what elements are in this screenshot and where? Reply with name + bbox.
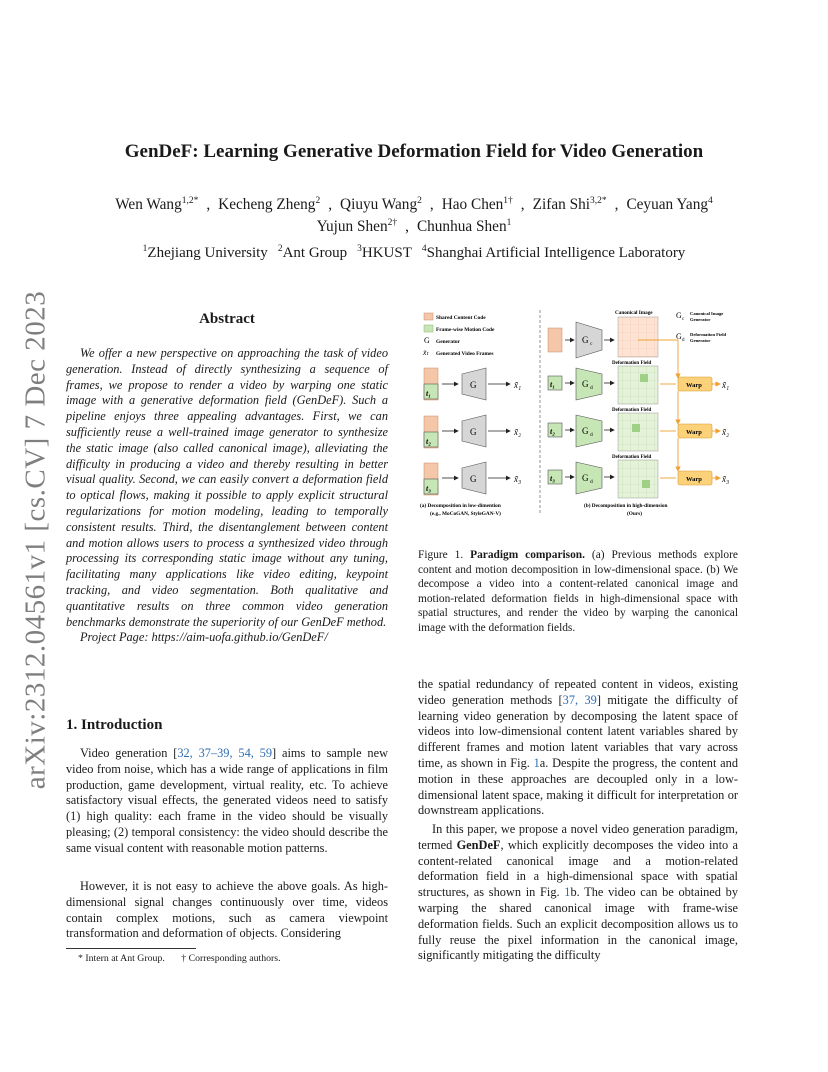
method-name: GenDeF: [456, 837, 501, 852]
canonical-image-label: Canonical Image: [615, 310, 653, 316]
svg-text:G: G: [582, 335, 589, 345]
svg-text:Deformation Field: Deformation Field: [612, 361, 652, 366]
arxiv-id-text: arXiv:2312.04561v1 [cs.CV] 7 Dec 2023: [19, 290, 52, 790]
legend-generator: Generator: [436, 339, 460, 345]
author-name: [218, 196, 320, 213]
affiliation: $^1$Zhejiang University: [142, 244, 268, 261]
project-page-link[interactable]: Project Page: https://aim-uofa.github.io/GenDeF/: [80, 630, 328, 645]
author-name: [317, 218, 397, 235]
author-text: Ceyuan Yang: [626, 196, 709, 214]
svg-text:x̃₃: x̃₃: [722, 474, 730, 484]
figure-reference-link[interactable]: 1: [533, 755, 540, 770]
intro-paragraph-1: [66, 746, 388, 857]
author-affiliation-mark: 1,2*: [181, 196, 199, 206]
svg-text:d: d: [590, 385, 593, 391]
svg-text:x̃₃: x̃₃: [514, 474, 522, 484]
canonical-generator: [576, 322, 602, 358]
left-row-1: [424, 368, 521, 400]
svg-text:G: G: [470, 474, 477, 484]
svg-text:d: d: [590, 479, 593, 485]
text-run: ] mitigate the difficulty of learning video generation by decomposing the latent space of videos into low-dimensional content latent variables shared by different frames and motion latent variables that vary across time, as shown in Fig.: [418, 692, 739, 770]
legend-video-frames: Generated Video Frames: [436, 351, 494, 357]
right-content-code: [548, 328, 562, 352]
svg-text:Deformation Field: Deformation Field: [690, 332, 727, 337]
svg-text:d: d: [682, 338, 685, 343]
caption-b: (b) Decomposition in high-dimension: [584, 503, 668, 509]
motion-code-swatch: [424, 325, 433, 332]
figure-paradigm-comparison: [414, 300, 744, 530]
footnote-corresponding: † Corresponding authors.: [181, 953, 281, 964]
svg-text:G: G: [470, 380, 477, 390]
svg-text:Deformation Field: Deformation Field: [612, 455, 652, 460]
paper-title: GenDeF: Learning Generative Deformation Field for Video Generation: [124, 141, 704, 162]
footnote-intern: * Intern at Ant Group.: [78, 953, 165, 964]
gc-symbol: G: [676, 311, 682, 320]
svg-text:t₁: t₁: [426, 389, 432, 398]
abstract-text: We offer a new perspective on approaching the task of video generation. Instead of directly synthesizing a sequence of frames, we propose to render a video by warping one static image with a generative deformation field (GenDeF). Such a pipeline enjoys three appealing advantages. First, we can sufficiently reuse a well-trained image generator to synthesize the static image (also called canonical image), alleviating the difficulty in producing a video and thereby resulting in better visual quality. Second, we can easily convert a deformation field to optical flows, making it possible to apply explicit structural regularizations for motion modeling, leading to temporally consistent results. Third, the disentanglement between content and motion allows users to process a synthesized video through processing its corresponding static image without any tuning, facilitating many applications like video editing, keypoint tracking, and video segmentation. Both qualitative and quantitative results on three common video generation benchmarks demonstrate the superiority of our GenDeF method.: [66, 346, 388, 629]
body-paragraph-right-1: [418, 677, 738, 819]
caption-a: (a) Decomposition in low-dimention: [420, 503, 501, 509]
author-affiliation-mark: 3,2*: [589, 196, 607, 206]
svg-text:Deformation Field: Deformation Field: [612, 408, 652, 413]
svg-text:G: G: [582, 379, 589, 389]
svg-text:d: d: [590, 432, 593, 438]
authors-line-1: Wen Wang$^{1,2*}$ , Kecheng Zheng$^2$ , Qiuyu Wang$^2$ , Hao Chen$^{1\dagger}$ , Zifan Shi$^{3,2*}$ , Ceyuan Yang$^4$: [115, 196, 713, 214]
svg-text:t₃: t₃: [550, 474, 556, 483]
left-row-3: [424, 462, 521, 495]
author-text: Yujun Shen: [316, 218, 388, 236]
svg-text:Warp: Warp: [686, 476, 702, 483]
author-affiliation-mark: 2: [315, 196, 321, 206]
left-row-2: [424, 415, 521, 448]
svg-text:x̃₁: x̃₁: [722, 380, 730, 390]
affiliations: [60, 244, 768, 262]
text-run: b. The video can be obtained by warping the shared canonical image with frame-wise deformation fields. Such an explicit decomposition allows us to fully reuse the pixel information in the canonical image, significantly mitigating the difficulty: [418, 885, 738, 963]
footnote-divider: [66, 948, 196, 949]
footnotes: [78, 953, 295, 964]
intro-paragraph-2: However, it is not easy to achieve the above goals. As high-dimensional signal changes continuously over time, videos contain complex motions, such as camera viewpoint transformation and deformation of objects. Considering: [66, 879, 388, 941]
caption-b-2: (Ours): [627, 511, 643, 517]
svg-text:G: G: [582, 426, 589, 436]
canonical-image: [618, 317, 658, 357]
citation-link[interactable]: 32, 37–39, 54, 59: [177, 746, 273, 760]
svg-text:G: G: [470, 427, 477, 437]
svg-text:Canonical Image: Canonical Image: [690, 311, 724, 316]
abstract-heading: Abstract: [199, 311, 255, 327]
svg-text:x̃₂: x̃₂: [722, 427, 730, 437]
svg-text:x̃₂: x̃₂: [514, 427, 522, 437]
figure-caption: [418, 548, 738, 636]
svg-text:Warp: Warp: [686, 382, 702, 389]
affiliation: $^3$HKUST: [357, 244, 412, 261]
author-text: Wen Wang: [115, 196, 182, 214]
legend-x-symbol: x̃ₜ: [423, 348, 429, 357]
author-text: Qiuyu Wang: [340, 196, 418, 214]
author-affiliation-mark: 1: [506, 218, 512, 228]
author-name: [340, 196, 422, 213]
author-text: Chunhua Shen: [416, 218, 507, 236]
abstract-section: [66, 346, 388, 646]
svg-text:t₂: t₂: [426, 437, 432, 446]
text-run: In this paper, we propose a novel video generation paradigm, termed: [418, 822, 738, 852]
svg-text:G: G: [582, 473, 589, 483]
legend-motion-code: Frame-wise Motion Code: [436, 327, 495, 333]
author-text: Zifan Shi: [532, 196, 590, 214]
author-text: Hao Chen: [441, 196, 504, 214]
author-name: [626, 196, 712, 213]
affiliation: $^2$Ant Group: [277, 244, 348, 261]
authors-line-2: Yujun Shen$^{2\dagger}$ , Chunhua Shen$^1$: [316, 218, 512, 236]
figure-caption-text: (a) Previous methods explore content and motion decomposition in low-dimensional space. (b) We decompose a video into a content-related canonical image and motion-related deformation fields in high-dimensional space with spatial structures, and render the video by warping the canonical image with the deformation fields.: [418, 549, 738, 634]
figure-label: Figure 1.: [418, 549, 464, 561]
figure-caption-title: Paradigm comparison.: [470, 549, 585, 561]
author-affiliation-mark: 2†: [387, 218, 398, 228]
svg-text:c: c: [682, 317, 685, 322]
citation-link[interactable]: 37, 39: [562, 692, 597, 707]
caption-a-2: (e.g., MoCoGAN, StyleGAN-V): [430, 511, 501, 517]
author-affiliation-mark: 4: [708, 196, 713, 206]
author-name: [115, 196, 198, 213]
body-paragraph-right-2: [418, 822, 738, 964]
arxiv-identifier: [0, 0, 60, 1072]
svg-text:Warp: Warp: [686, 429, 702, 436]
author-affiliation-mark: 2: [417, 196, 422, 206]
svg-text:t₃: t₃: [426, 484, 432, 493]
author-name: [442, 196, 513, 213]
figure-reference-link[interactable]: 1: [564, 885, 571, 900]
svg-text:Generator: Generator: [690, 338, 711, 343]
text-run: ] aims to sample new video from noise, which has a wide range of applications in film production, game development, virtual reality, etc. To achieve satisfactory visual effects, the generated videos need to satisfy (1) high quality: each frame in the video should be visually pleasing; (2) temporal consistency: the video should describe the same visual content with reasonable motion patterns.: [66, 746, 388, 855]
author-text: Kecheng Zheng: [218, 196, 316, 214]
svg-text:Generator: Generator: [690, 317, 711, 322]
author-name: [533, 196, 607, 213]
legend-g-symbol: G: [424, 336, 430, 345]
author-affiliation-mark: 1†: [503, 196, 513, 206]
svg-text:t₁: t₁: [550, 380, 556, 389]
svg-text:x̃₁: x̃₁: [514, 380, 522, 390]
legend-content-code: Shared Content Code: [436, 315, 486, 321]
svg-text:t₂: t₂: [550, 427, 556, 436]
svg-text:c: c: [590, 341, 593, 347]
text-run: , which explicitly decomposes the video into a content-related canonical image and a motion-related deformation field in a high-dimensional space with spatial structures, as shown in Fig.: [418, 837, 738, 900]
text-run: a. Despite the progress, the content and motion in these approaches are decoupled only in a low-dimensional latent space, making it difficult for interpretation or downstream applications.: [418, 755, 739, 818]
author-name: [417, 218, 511, 235]
affiliation: $^4$Shanghai Artificial Intelligence Laboratory: [421, 244, 686, 261]
gd-symbol: G: [676, 332, 682, 341]
section-heading-introduction: 1. Introduction: [66, 717, 163, 733]
content-code-swatch: [424, 313, 433, 320]
text-run: Video generation [: [80, 746, 178, 760]
text-run: the spatial redundancy of repeated content in videos, existing video generation methods [: [418, 677, 738, 707]
